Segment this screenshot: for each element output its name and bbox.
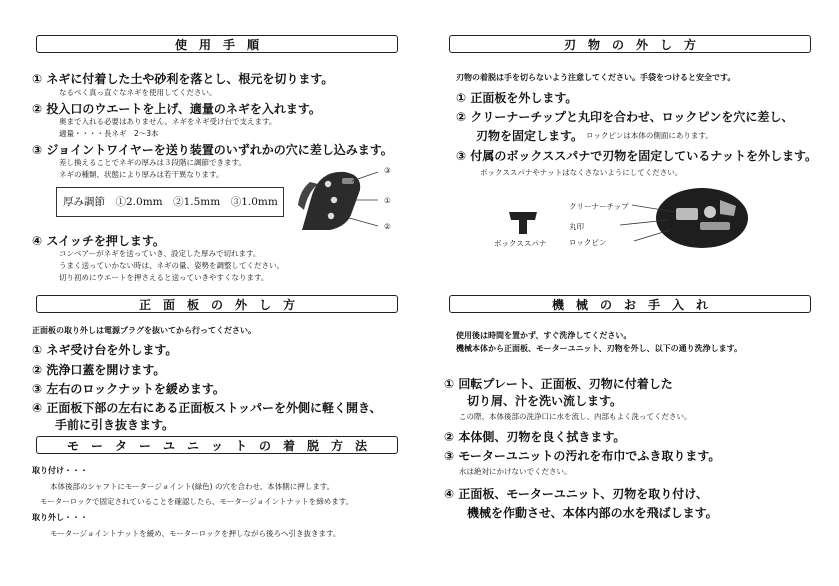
- usage-step-3-note-2: ネギの種類、状態により厚みは若干異なります。: [59, 170, 224, 179]
- motor-detach-1: モータージョイントナットを緩め、モーターロックを押しながら後ろへ引き抜きます。: [50, 529, 341, 538]
- thickness-table: 厚み調節 ①2.0mm ②1.5mm ③1.0mm: [56, 187, 284, 217]
- front-step-2: ② 洗浄口蓋を開けます。: [32, 363, 166, 377]
- usage-step-4-note-2: うまく送っていかない時は、ネギの量、姿勢を調整してください。: [59, 261, 284, 270]
- usage-header: 使 用 手 順: [36, 35, 398, 53]
- blade-step-2-note: ロックピンは本体の側面にあります。: [586, 131, 713, 140]
- front-step-1: ① ネギ受け台を外します。: [32, 343, 178, 357]
- care-step-1-note: この際、本体後部の洗浄口に水を流し、内部もよく洗ってください。: [459, 412, 692, 421]
- blade-step-3: ③ 付属のボックススパナで刃物を固定しているナットを外します。: [456, 149, 818, 163]
- usage-step-2-note-1: 奥まで入れる必要はありません。ネギをネギ受け台で支えます。: [59, 117, 277, 126]
- callout-2: ②: [384, 222, 391, 231]
- care-step-4b: 機械を作動させ、本体内部の水を飛ばします。: [467, 506, 718, 520]
- usage-step-3-note-1: 差し換えることでネギの厚みは３段階に調節できます。: [59, 158, 246, 167]
- label-cleaner-chip: クリーナーチップ: [569, 202, 629, 211]
- care-step-4a: ④ 正面板、モーターユニット、刃物を取り付け、: [444, 487, 708, 501]
- label-maru: 丸印: [569, 222, 584, 231]
- front-panel-header: 正 面 板 の 外 し 方: [36, 295, 398, 313]
- care-intro-1: 使用後は時間を置かず、すぐ洗浄してください。: [456, 331, 632, 340]
- blade-step-3-note: ボックススパナやナットはなくさないようにしてください。: [480, 168, 683, 177]
- callout-3: ③: [384, 166, 391, 175]
- label-box-spanner: ボックススパナ: [494, 239, 547, 248]
- blade-step-1: ① 正面板を外します。: [456, 91, 578, 105]
- box-spanner-image: [505, 208, 541, 236]
- usage-step-3: ③ ジョイントワイヤーを送り装置のいずれかの穴に差し込みます。: [32, 143, 393, 157]
- motor-attach-2: モーターロックで固定されていることを確認したら、モータージョイントナットを締めます。: [40, 497, 354, 506]
- blade-step-2a: ② クリーナーチップと丸印を合わせ、ロックピンを穴に差し、: [456, 110, 794, 124]
- care-header: 機 械 の お 手 入 れ: [449, 295, 811, 313]
- care-step-1b: 切り屑、汁を洗い流します。: [467, 394, 623, 408]
- usage-step-4: ④ スイッチを押します。: [32, 234, 165, 248]
- front-panel-intro: 正面板の取り外しは電源プラグを抜いてから行ってください。: [32, 326, 256, 335]
- care-step-1a: ① 回転プレート、正面板、刃物に付着した: [444, 377, 673, 391]
- care-step-3: ③ モーターユニットの汚れを布巾でふき取ります。: [444, 449, 721, 463]
- front-step-3: ③ 左右のロックナットを緩めます。: [32, 382, 225, 396]
- care-step-2: ② 本体側、刃物を良く拭きます。: [444, 430, 626, 444]
- callout-lines: [620, 200, 680, 245]
- motor-attach-label: 取り付け・・・: [32, 466, 88, 475]
- label-lock-pin: ロックピン: [569, 238, 607, 247]
- motor-detach-label: 取り外し・・・: [32, 513, 88, 522]
- blade-step-2b: 刃物を固定します。: [476, 129, 584, 143]
- motor-attach-1: 本体後部のシャフトにモータージョイント(緑色) の穴を合わせ、本体側に押します。: [50, 482, 335, 491]
- care-step-3-note: 水は絶対にかけないでください。: [459, 467, 572, 476]
- blade-header: 刃 物 の 外 し 方: [449, 35, 811, 53]
- usage-step-1: ① ネギに付着した土や砂利を落とし、根元を切ります。: [32, 72, 334, 86]
- callout-1: ①: [384, 196, 391, 205]
- care-intro-2: 機械本体から正面板、モーターユニット、刃物を外し、以下の通り洗浄します。: [456, 344, 742, 353]
- usage-step-2-note-2: 適量・・・・長ネギ 2～3本: [59, 129, 159, 138]
- motor-unit-header: モ ー タ ー ユ ニ ッ ト の 着 脱 方 法: [36, 436, 398, 454]
- usage-step-1-note: なるべく真っ直ぐなネギを使用してください。: [59, 88, 217, 97]
- usage-step-2: ② 投入口のウエートを上げ、適量のネギを入れます。: [32, 102, 321, 116]
- front-step-4a: ④ 正面板下部の左右にある正面板ストッパーを外側に軽く開き、: [32, 401, 382, 415]
- usage-step-4-note-3: 切り初めにウエートを押さえると送っていきやすくなります。: [59, 273, 269, 282]
- blade-intro: 刃物の着脱は手を切らないよう注意してください。手袋をつけると安全です。: [456, 73, 736, 82]
- usage-step-4-note-1: コンベアーがネギを送っていき、設定した厚みで切れます。: [59, 249, 261, 258]
- front-step-4b: 手前に引き抜きます。: [55, 418, 175, 432]
